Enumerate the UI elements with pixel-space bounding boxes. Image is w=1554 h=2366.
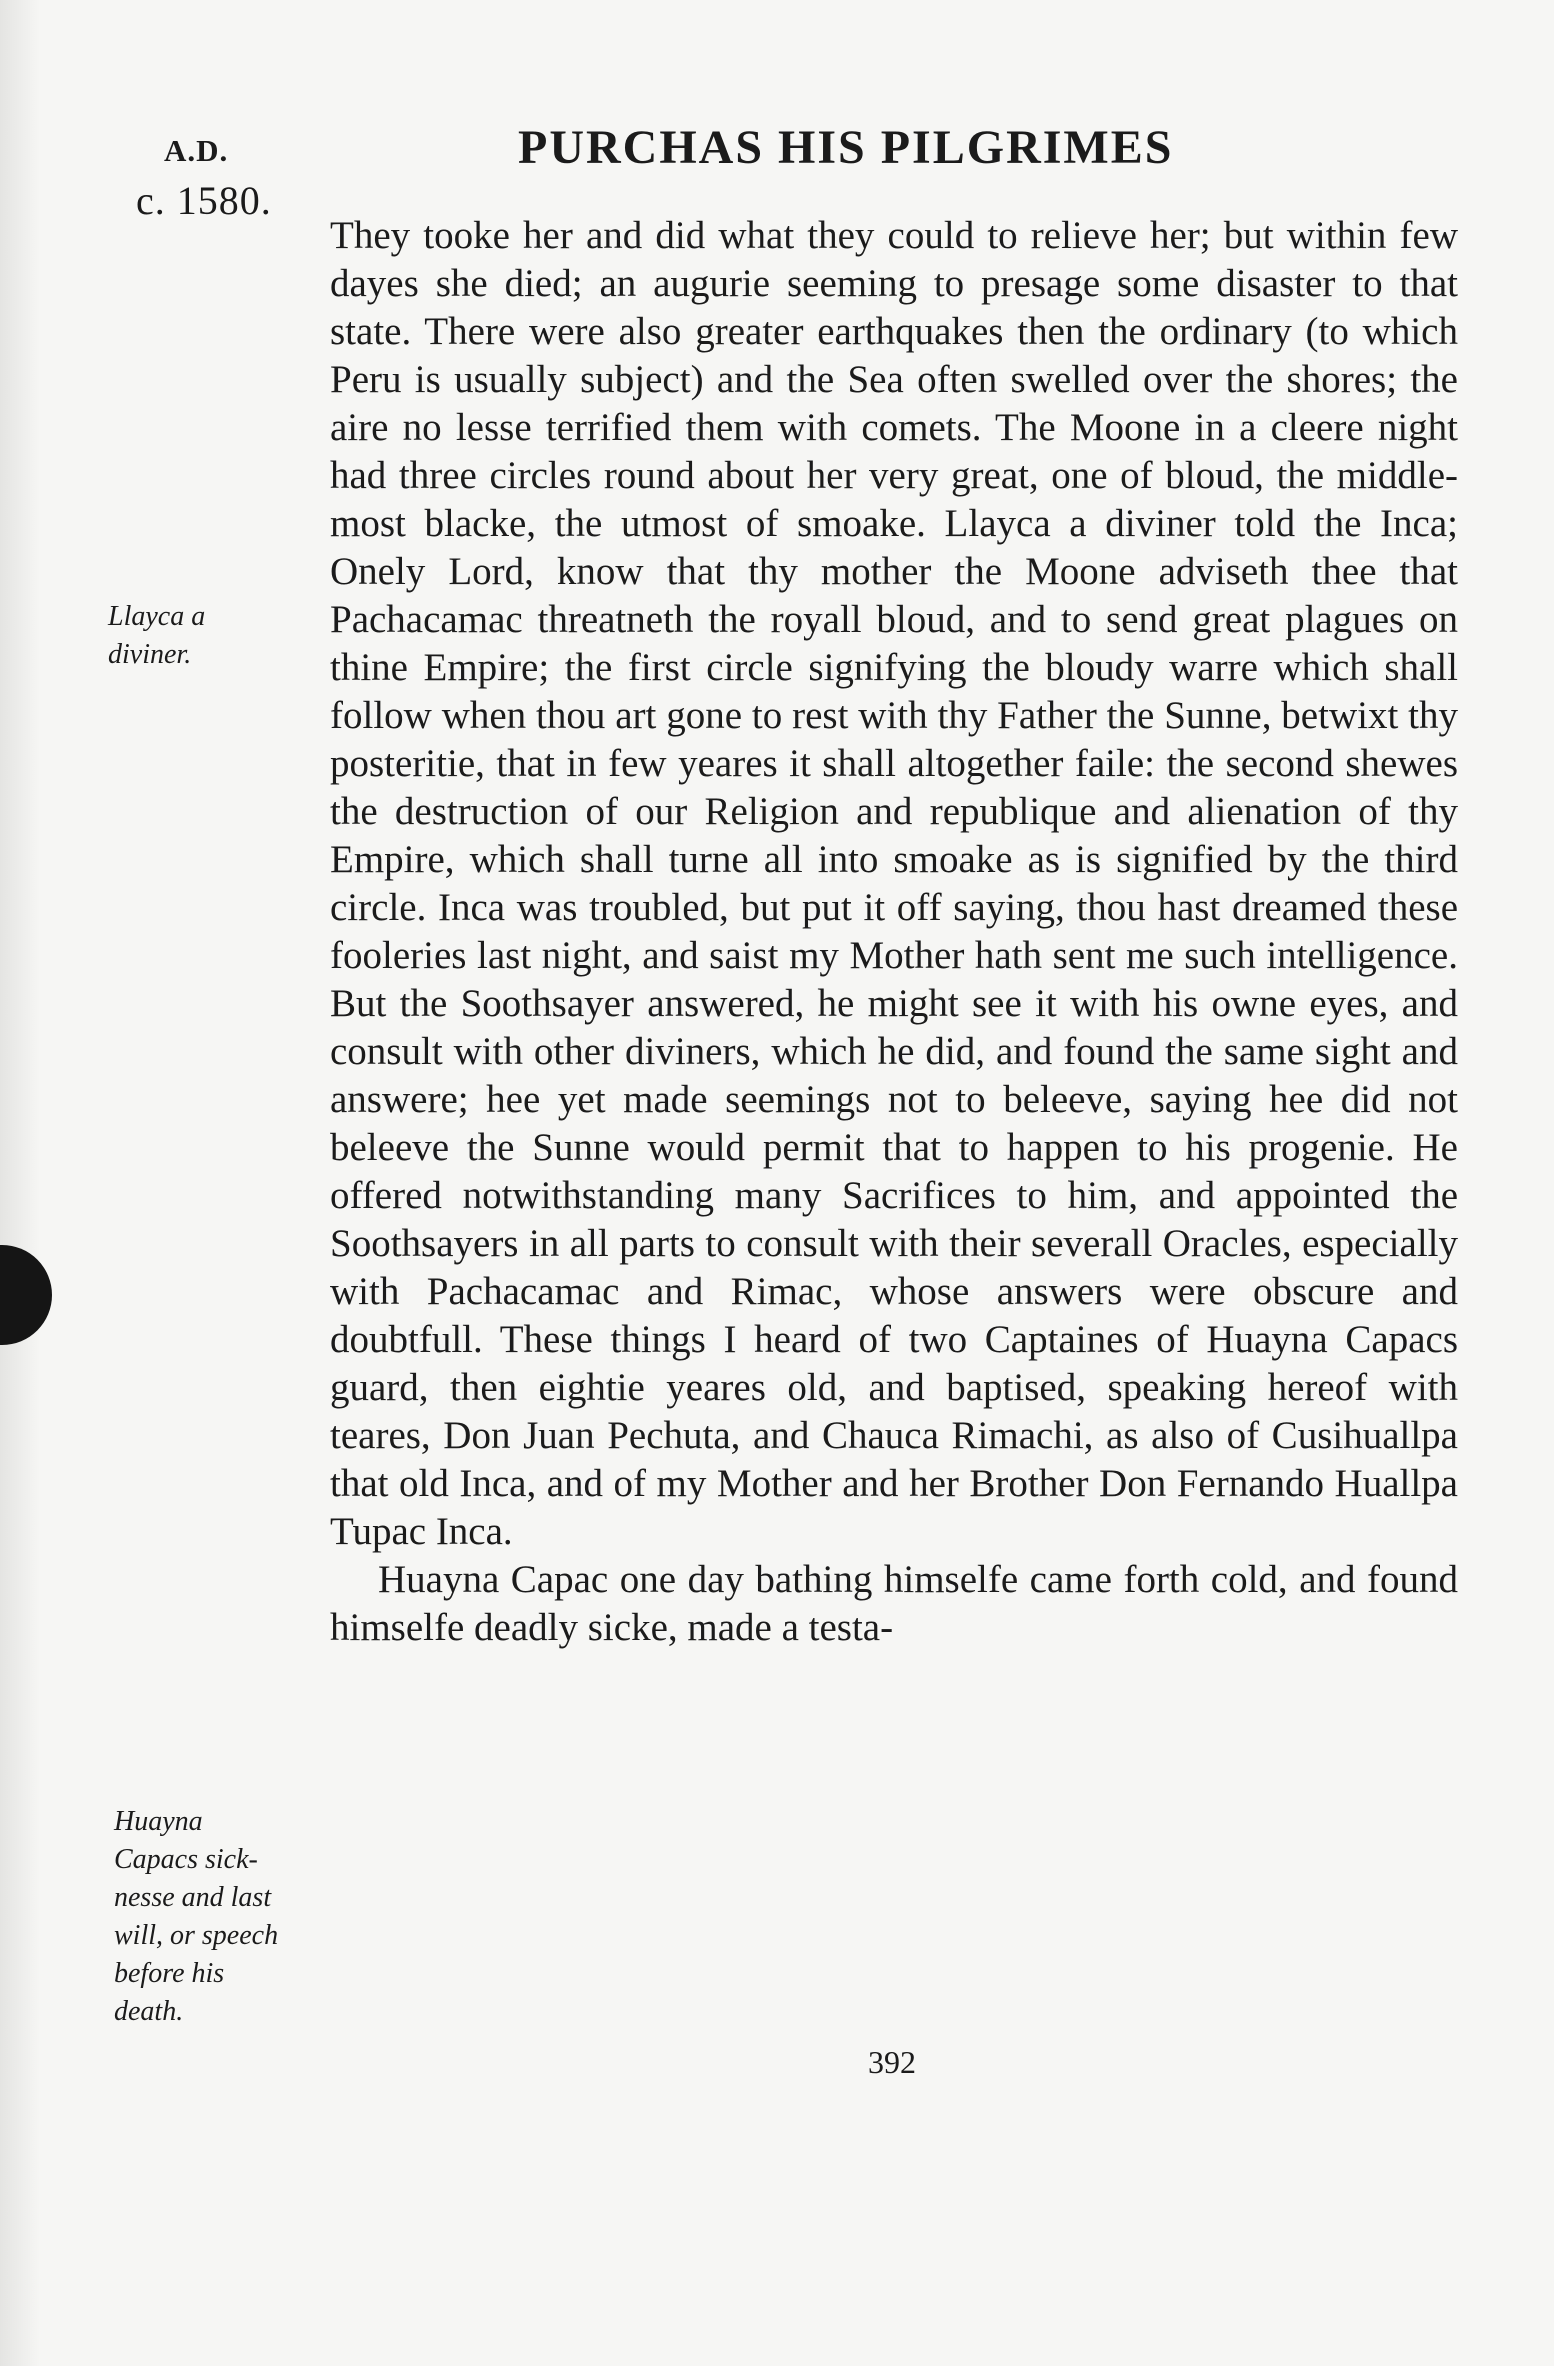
binding-mark [0,1245,52,1345]
page-number: 392 [868,2044,916,2080]
paragraph-1: They tooke her and did what they could to relieve her; but within few dayes she died; an augurie seeming to presage some disaster to that state. There were also greater earthquakes then the ordinary (to which Peru is usually subject) and the Sea often swelled over the shores; the aire no lesse terrified them with comets. The Moone in a cleere night had three circles round about her very great, one of bloud, the middle-most blacke, the utmost of smoake. Llayca a diviner told the Inca; Onely Lord, know that thy mother the Moone adviseth thee that Pachacamac threatneth the royall bloud, and to send great plagues on thine Empire; the first circle signifying the bloudy warre which shall follow when thou art gone to rest with thy Father the Sunne, betwixt thy posteritie, that in few yeares it shall altogether faile: the second shewes the destruction of our Religion and republique and alienation of thy Empire, which shall turne all into smoake as is signified by the third circle. Inca was troubled, but put it off saying, thou hast dreamed these fooleries last night, and saist my Mother hath sent me such intelligence. But the Soothsayer answered, he might see it with his owne eyes, and consult with other diviners, which he did, and found the same sight and answere; hee yet made seemings not to beleeve, saying hee did not beleeve the Sunne would permit that to happen to his progenie. He offered notwithstanding many Sacrifices to him, and appointed the Soothsayers in all parts to consult with their severall Oracles, especially with Pachacamac and Rimac, whose answers were obscure and doubtfull. These things I heard of two Captaines of Huayna Capacs guard, then eightie yeares old, and baptised, speaking hereof with teares, Don Juan Pechuta, and Chauca Rimachi, as also of Cusihuallpa that old Inca, and of my Mother and her Brother Don Fernando Huallpa Tupac Inca. [330,214,1458,1553]
body-text [330,212,1458,1652]
side-note-huayna: Huayna Capacs sick- nesse and last will, or speech before his death. [114,1806,279,2027]
paragraph-2: Huayna Capac one day bathing himselfe came forth cold, and found himselfe deadly sicke, made a testa- [330,1558,1458,1649]
running-title: PURCHAS HIS PILGRIMES [518,121,1174,174]
side-note-llayca: Llayca a diviner. [108,601,206,670]
header-year: c. 1580. [136,178,272,223]
binding-shadow [0,0,40,2366]
header-date-label: A.D. [164,133,229,168]
